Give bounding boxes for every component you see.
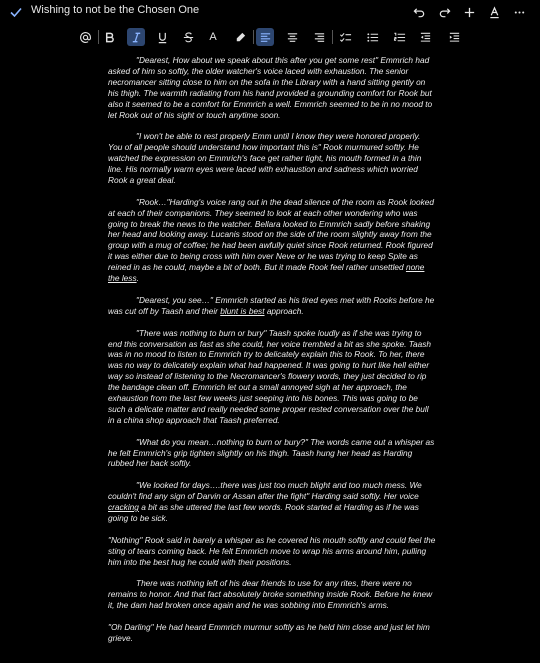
- undo-icon[interactable]: [407, 2, 432, 22]
- toolbar-divider: [253, 30, 254, 44]
- paragraph: [108, 295, 436, 317]
- bold-icon[interactable]: [100, 28, 118, 46]
- paragraph-text: "We looked for days….there was just too much blight and too much mess. We couldn't find any sign of Darvin or Assan after the fight" Harding said softly. Her voice: [108, 480, 422, 502]
- paragraph: [108, 480, 436, 524]
- decrease-indent-icon[interactable]: [416, 28, 434, 46]
- document-body[interactable]: [108, 55, 436, 655]
- strikethrough-icon[interactable]: [179, 28, 197, 46]
- highlight-icon[interactable]: [231, 28, 249, 46]
- paragraph: There was nothing left of his dear friends to use for any rites, there were no remains to honor. And that fact absolutely broke something inside Rook. Before he knew it, the dam had broken once again and he was sobbing into Emmrich's arms.: [108, 578, 433, 611]
- paragraph: "Dearest, How about we speak about this after you get some rest" Emmrich had asked of him so softly, the older watcher's voice laced with exhaustion. The senior necromancer sitting close to him on the sofa in the Library with a hand sitting gently on his thigh. The warmth radiating from his hand provided a grounding comfort for Rook but also it seemed to be a comfort for Emmrich a well. Emmrich seemed to be in no mood to let Rook out of his sight or touch anytime soon.: [108, 55, 433, 120]
- title-bar: [0, 0, 540, 24]
- top-actions: [407, 2, 532, 22]
- underlined-text: none the less: [108, 262, 425, 284]
- toolbar-divider: [332, 30, 333, 44]
- paragraph-text: "Dearest, you see…" Emmrich started as his tired eyes met with Rooks before he was cut off by Taash and their: [108, 294, 435, 316]
- toolbar-divider: [98, 30, 99, 44]
- paragraph-text: .: [136, 273, 139, 284]
- at-icon[interactable]: [76, 28, 94, 46]
- add-icon[interactable]: [457, 2, 482, 22]
- paragraph: "There was nothing to burn or bury" Taash spoke loudly as if she was trying to end this conversation as fast as she could, her voice trembled a bit as she spoke. Taash was in no mood to listen to Emmrich try to delicately explain this to Rook. To her, there was no way to delicately explain what had happened. It was going to hurt like hell either way so instead of listening to the Necromancer's flowery words, they just decided to rip the bandage clean off. Emmrich let out a small annoyed sigh at her approach, the exhaustion from the last few weeks just seeping into his bones. This was going to be such a delicate matter and really needed some proper rested conversation over the bull in a china shop approach that Taash preferred.: [108, 327, 431, 425]
- font-color-icon[interactable]: A: [209, 31, 217, 43]
- checklist-icon[interactable]: [336, 28, 354, 46]
- paragraph-text: "Rook…"Harding's voice rang out in the dead silence of the room as Rook looked at each of their companions. They seemed to look at each other wondering who was going to break the news to the watcher. Bellara looked to Emmrich sadly before shaking her head and looking away. Lucanis stood on the side of the room slightly away from the group with a mug of coffee; he had been awfully quiet since Rook returned. Rook figured it was either due to being cross with him over Neve or he was trying to keep Spite as reined in as he could, maybe a bit of both. But it made Rook feel rather unsettled: [108, 196, 435, 273]
- text-color-icon[interactable]: [482, 2, 507, 22]
- redo-icon[interactable]: [432, 2, 457, 22]
- document-title[interactable]: Wishing to not be the Chosen One: [31, 4, 200, 16]
- numbered-list-icon[interactable]: [390, 28, 408, 46]
- done-check-icon[interactable]: [8, 4, 24, 20]
- more-icon[interactable]: [507, 2, 532, 22]
- underline-icon[interactable]: [153, 28, 171, 46]
- paragraph: "What do you mean…nothing to burn or bury?" The words came out a whisper as he felt Emmrich's grip tighten slightly on his thigh. Taash hung her head as Harding rubbed her back softly.: [108, 436, 435, 469]
- paragraph: [108, 197, 436, 284]
- align-center-icon[interactable]: [283, 28, 301, 46]
- align-right-icon[interactable]: [310, 28, 328, 46]
- paragraph: "Oh Darling" He had heard Emmrich murmur softly as he held him close and just let him grieve.: [108, 621, 430, 643]
- paragraph: "Nothing" Rook said in barely a whisper as he covered his mouth softly and could feel the sting of tears coming back. He felt Emmrich move to wrap his arms around him, pulling him into the best hug he could with their positions.: [108, 534, 436, 567]
- align-left-icon[interactable]: [256, 28, 274, 46]
- italic-icon[interactable]: [127, 28, 145, 46]
- paragraph-text: a bit as she uttered the last few words. Rook started at Harding as if he was going to be sick.: [108, 502, 419, 523]
- paragraph-text: approach.: [264, 305, 304, 316]
- increase-indent-icon[interactable]: [445, 28, 463, 46]
- format-toolbar: [0, 26, 540, 48]
- bullet-list-icon[interactable]: [363, 28, 381, 46]
- underlined-text: blunt is best: [220, 305, 265, 316]
- underlined-text: cracking: [108, 502, 139, 513]
- paragraph: "I won't be able to rest properly Emm until I know they were honored properly. You of all people should understand how important this is" Rook murmured softly. He watched the expression on Emmrich's face get rather tight, his mouth formed in a thin line. His normally warm eyes were laced with exhaustion and sadness which worried Rook a great deal.: [108, 131, 422, 185]
